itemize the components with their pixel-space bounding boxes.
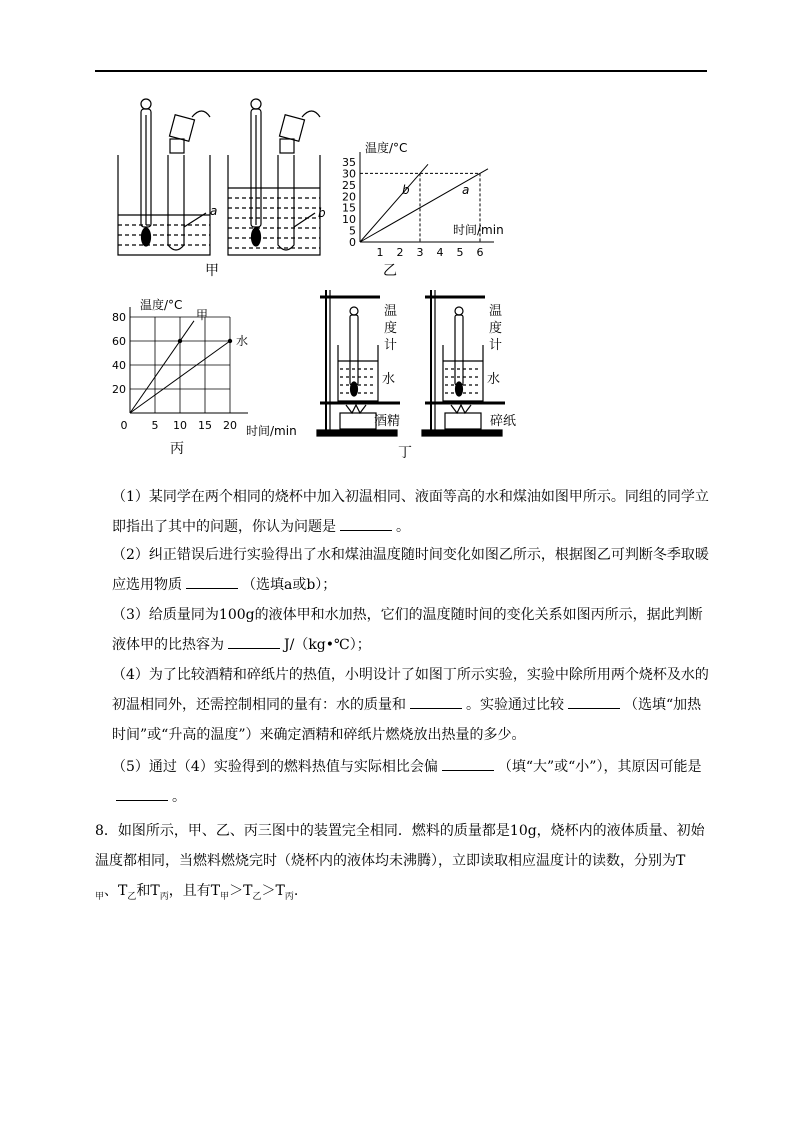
- chart-bing-caption: 丙: [170, 441, 184, 457]
- chart-yi-y-tick: 35: [342, 156, 356, 169]
- chart-yi-x-tick: 6: [476, 246, 484, 259]
- chart-yi-x-tick: 5: [456, 246, 464, 259]
- thermometer-label-char: 温: [384, 304, 398, 319]
- answer-blank-4b[interactable]: [568, 694, 620, 709]
- caption-jia: 甲: [205, 263, 219, 279]
- chart-bing-series-label: 甲: [196, 307, 209, 322]
- chart-yi-y-tick: 20: [342, 190, 356, 204]
- chart-yi-x-tick: 4: [436, 246, 444, 259]
- label-water-left: 水: [382, 372, 396, 387]
- thermometer-label-char: 度: [384, 321, 398, 336]
- beaker-right: [228, 99, 320, 255]
- chart-bing-x-tick: 10: [173, 419, 187, 432]
- chart-bing-ylabel: 温度/°C: [140, 298, 183, 312]
- chart-yi-series-label: b: [402, 183, 410, 197]
- chart-bing-y-tick: 80: [112, 311, 126, 324]
- thermometer-label-char: 度: [489, 321, 503, 336]
- figure-ding: [312, 285, 542, 460]
- question-4: （4）为了比较酒精和碎纸片的热值，小明设计了如图丁所示实验，实验中除所用两个烧杯及水的初温相同外，还需控制相同的量有：水的质量和 。实验通过比较 （选填“加热时间”或“升高的温度”）来确定酒精和碎纸片燃烧放出热量的多少。: [112, 667, 709, 743]
- chart-yi-y-tick: 0: [349, 236, 356, 249]
- chart-yi-series-line: [360, 164, 428, 242]
- question-2: （2）纠正错误后进行实验得出了水和煤油温度随时间变化如图乙所示，根据图乙可判断冬季取暖应选用物质 （选填a或b）；: [112, 547, 709, 593]
- chart-yi-caption: 乙: [383, 263, 397, 279]
- figure-jia: [110, 95, 340, 285]
- chart-bing-y-tick: 60: [112, 335, 126, 348]
- question-1: （1）某同学在两个相同的烧杯中加入初温相同、液面等高的水和煤油如图甲所示。同组的同学立即指出了其中的问题，你认为问题是 。: [112, 489, 709, 535]
- chart-bing-y-tick: 40: [112, 359, 126, 372]
- chart-bing-point: [228, 339, 232, 343]
- chart-bing-x-tick: 15: [198, 419, 212, 432]
- chart-bing-x-tick: 5: [151, 419, 159, 432]
- label-water-right: 水: [487, 372, 501, 387]
- answer-blank-2[interactable]: [186, 574, 238, 589]
- thermometer-label-char: 计: [384, 338, 398, 353]
- chart-yi-x-tick: 2: [396, 246, 404, 259]
- chart-yi-y-tick: 25: [342, 178, 356, 192]
- thermometer-label-char: 温: [489, 304, 503, 319]
- chart-yi: [335, 130, 535, 285]
- beaker-left: [118, 99, 210, 255]
- answer-blank-1[interactable]: [340, 516, 392, 531]
- chart-bing-plot: [112, 307, 248, 432]
- chart-yi-y-tick: 30: [342, 167, 356, 181]
- chart-bing-y-tick: 20: [112, 383, 126, 396]
- chart-bing-series-line: [130, 321, 194, 413]
- chart-yi-plot: [342, 152, 494, 259]
- question-3: （3）给质量同为100g的液体甲和水加热，它们的温度随时间的变化关系如图丙所示，据此判断液体甲的比热容为 J/（kg•℃）；: [112, 607, 703, 653]
- caption-ding: 丁: [398, 445, 412, 461]
- chart-yi-x-tick: 1: [376, 246, 384, 259]
- header-rule: [95, 70, 707, 72]
- thermometer-label-char: 计: [489, 338, 503, 353]
- label-fuel-paper: 碎纸: [490, 414, 517, 429]
- label-thermometer-right: [489, 304, 502, 353]
- label-b: b: [318, 206, 326, 220]
- label-a: a: [210, 204, 218, 218]
- chart-bing-x-tick: 20: [223, 419, 237, 432]
- chart-yi-y-tick: 10: [342, 213, 356, 227]
- chart-yi-x-tick: 3: [416, 246, 424, 259]
- chart-yi-ylabel: 温度/°C: [365, 141, 408, 155]
- answer-blank-3[interactable]: [228, 634, 280, 649]
- chart-yi-y-tick: 5: [349, 224, 356, 238]
- question-5: （5）通过（4）实验得到的燃料热值与实际相比会偏 （填“大”或“小”），其原因可能是。: [112, 752, 712, 812]
- chart-bing-x-tick: 0: [120, 419, 128, 432]
- chart-bing-point: [178, 339, 182, 343]
- chart-yi-xlabel: 时间/min: [453, 223, 504, 237]
- answer-blank-5b[interactable]: [116, 786, 168, 801]
- chart-bing: [110, 295, 320, 460]
- chart-bing-xlabel: 时间/min: [246, 424, 297, 438]
- chart-yi-series-label: a: [462, 183, 470, 197]
- answer-blank-5a[interactable]: [442, 756, 494, 771]
- label-thermometer-left: [384, 304, 397, 353]
- answer-blank-4a[interactable]: [410, 694, 462, 709]
- label-fuel-alcohol: 酒精: [374, 414, 401, 429]
- question-8: 8．如图所示，甲、乙、丙三图中的装置完全相同．燃料的质量都是10g，烧杯内的液体质量、初始温度都相同，当燃料燃烧完时（烧杯内的液体均未沸腾），立即读取相应温度计的读数，分别为$T_甲$、$T_乙$和$T_丙$，且有$T_甲>T_乙>T_丙$.: [95, 823, 705, 902]
- chart-bing-series-label: 水: [236, 334, 249, 348]
- chart-yi-y-tick: 15: [342, 201, 356, 215]
